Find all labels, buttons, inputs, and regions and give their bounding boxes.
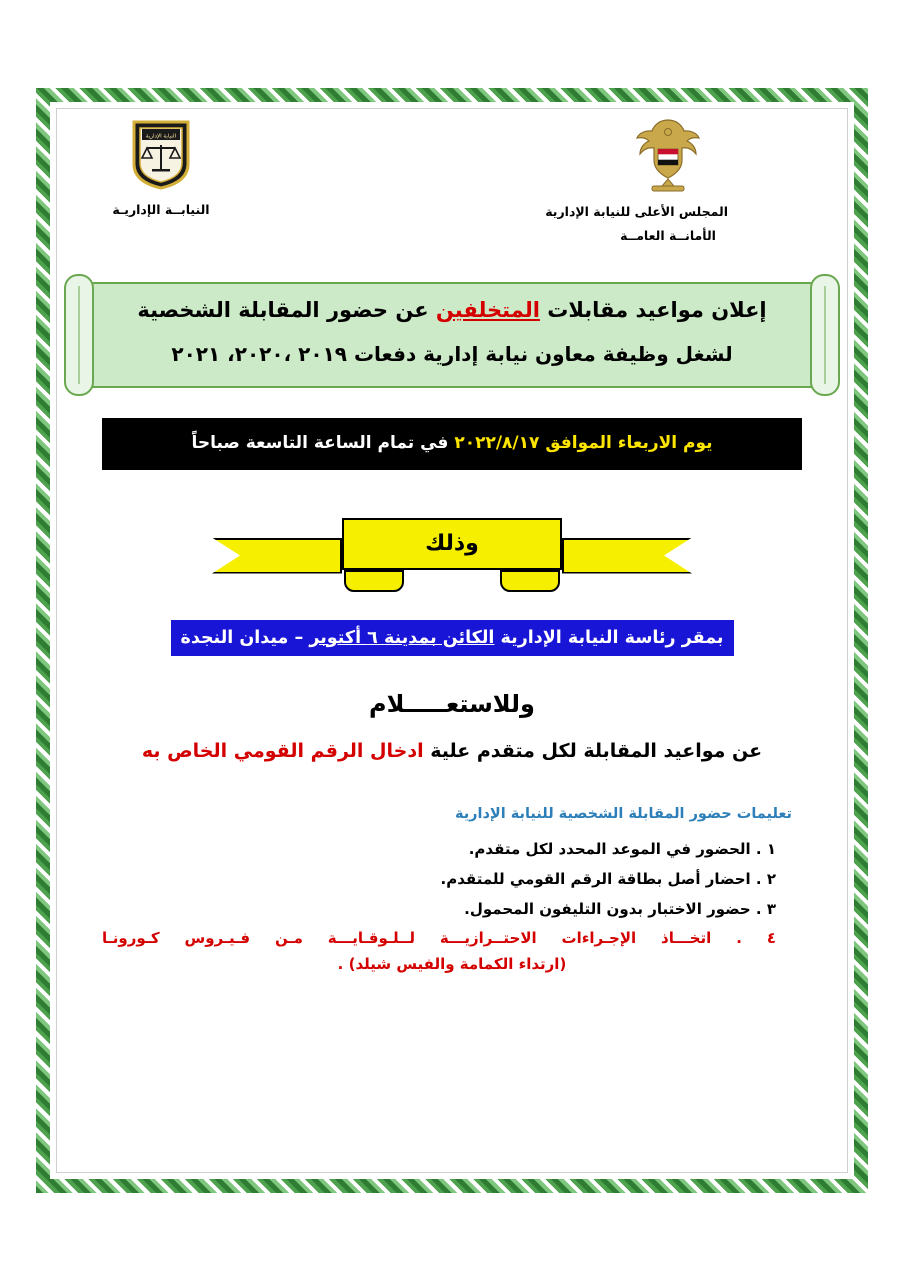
- instructions-title: تعليمات حضور المقابلة الشخصية للنيابة الإدارية: [454, 806, 792, 822]
- document-header: [56, 108, 848, 268]
- organization-titles: [545, 200, 728, 248]
- list-item: [102, 925, 776, 953]
- location-line: [56, 620, 848, 657]
- announcement-title-highlight: المتخلفين: [435, 298, 540, 322]
- right-emblem-block: [545, 116, 728, 248]
- date-bar-date: يوم الاربعاء الموافق ٢٠٢٢/٨/١٧: [454, 433, 713, 453]
- org-title-line1: المجلس الأعلى للنيابة الإدارية: [545, 204, 728, 219]
- inquiry-title: وللاستعـــــلام: [369, 690, 535, 718]
- document-content: [56, 108, 848, 1173]
- location-underlined: الكائن بمدينة ٦ أكتوبر: [309, 627, 495, 648]
- announcement-title-line2: [102, 337, 802, 372]
- location-pre: بمقر رئاسة النيابة الإدارية: [494, 627, 724, 648]
- date-bar: [102, 418, 802, 470]
- instructions-list: [102, 836, 802, 953]
- announcement-subtitle-pre: لشغل وظيفة معاون نيابة إدارية: [416, 341, 733, 366]
- scroll-roll-left: [64, 274, 94, 396]
- org-title-line2: الأمانــة العامــة: [620, 227, 716, 243]
- inquiry-sub-pre: عن مواعيد المقابلة لكل متقدم علية: [423, 740, 763, 762]
- instructions-section: [102, 806, 802, 973]
- announcement-batches: دفعات ٢٠١٩ ،٢٠٢٠، ٢٠٢١: [171, 341, 417, 366]
- list-item: ٢ . احضار أصل بطاقة الرقم القومي للمتقدم.: [440, 869, 776, 888]
- scales-shield-icon: [130, 118, 192, 190]
- scroll-roll-right: [810, 274, 840, 396]
- egypt-eagle-icon: [632, 116, 704, 194]
- announcement-title-pre: إعلان مواعيد مقابلات: [539, 298, 767, 322]
- announcement-title-post: عن حضور المقابلة الشخصية: [137, 298, 436, 322]
- announcement-scroll-banner: [62, 274, 842, 396]
- list-item: ١ . الحضور في الموعد المحدد لكل متقدم.: [468, 840, 776, 858]
- list-item-text: ٤ . اتخـــاذ الإجـراءات الاحتــرازيـــة لــلـوقـايـــة مـن فـيـروس كـورونـا: [102, 929, 776, 948]
- location-highlight: [171, 620, 734, 657]
- left-emblem-label: النيابــة الإداريـة: [112, 202, 210, 217]
- inquiry-subtitle: [56, 740, 848, 762]
- left-emblem-block: [66, 118, 256, 217]
- list-item: ٣ . حضور الاختبار بدون التليفون المحمول.: [464, 899, 776, 918]
- date-bar-time: في تمام الساعة التاسعة صباحاً: [191, 433, 455, 453]
- ribbon-label: وذلك: [342, 518, 562, 570]
- location-post: – ميدان النجدة: [180, 627, 310, 648]
- ribbon-fold-right: [500, 570, 560, 592]
- ribbon-banner: [56, 512, 848, 604]
- ribbon-fold-left: [344, 570, 404, 592]
- announcement-title-block: [102, 292, 802, 372]
- ribbon-tail-left: [212, 538, 342, 574]
- inquiry-sub-highlight: ادخال الرقم القومي الخاص به: [141, 740, 424, 762]
- instructions-last-line: (ارتداء الكمامة والفيس شيلد) .: [337, 955, 567, 973]
- announcement-title-line1: [102, 292, 802, 329]
- svg-text:النيابة الإدارية: النيابة الإدارية: [145, 133, 177, 140]
- ribbon-tail-right: [562, 538, 692, 574]
